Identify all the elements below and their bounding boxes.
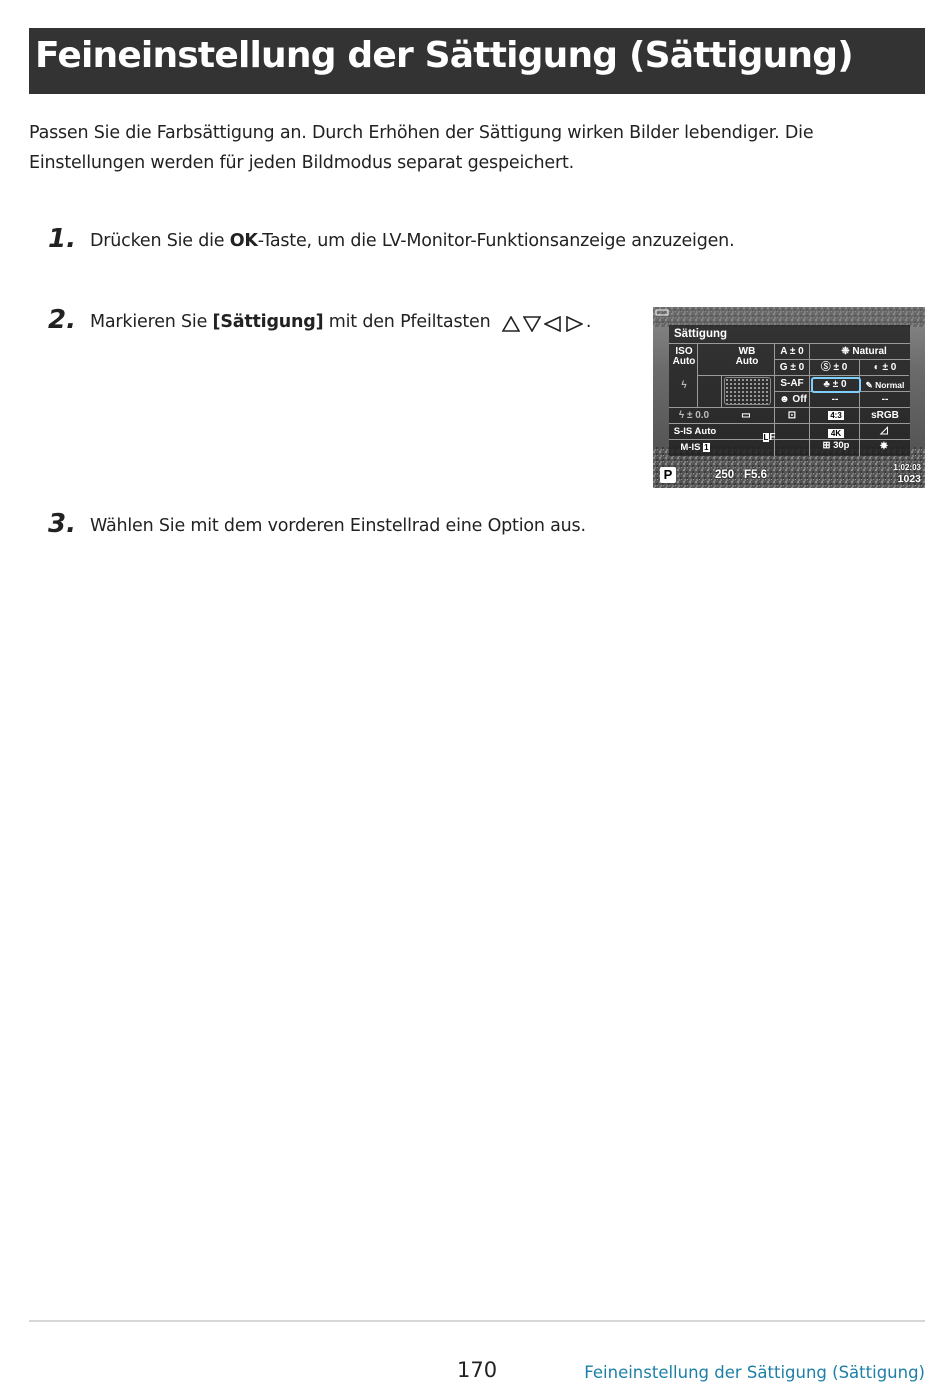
quality-large-icon: L	[763, 433, 769, 442]
stabilizer-movie	[671, 443, 719, 453]
face-priority	[777, 395, 809, 405]
saturation-icon: ♣	[823, 379, 830, 390]
movie-fps-value: 30p	[833, 440, 850, 451]
shooting-mode: P	[660, 467, 676, 483]
image-quality	[749, 433, 789, 443]
step-number: 3.	[48, 509, 76, 539]
step-number: 2.	[48, 305, 76, 335]
quality-value: F	[769, 432, 776, 443]
color-space: sRGB	[871, 410, 899, 421]
wb-g-value: G ± 0	[779, 362, 805, 373]
recording-time: 1:02:03	[893, 463, 921, 472]
up-arrow-icon	[502, 316, 520, 332]
picture-mode-icon: ❉	[841, 346, 850, 357]
movie-framerate	[816, 441, 856, 451]
page-number: 170	[457, 1358, 498, 1382]
title-bar	[29, 28, 925, 94]
step-text-pre: Drücken Sie die	[90, 231, 230, 251]
sharpness-value: ± 0	[833, 362, 848, 373]
step-text	[90, 231, 734, 251]
saturation-menu-label: [Sättigung]	[212, 312, 324, 332]
step-text-post: -Taste, um die LV-Monitor-Funktionsanzeige anzuzeigen.	[257, 231, 735, 251]
dash-value-1: --	[831, 394, 839, 405]
drive-single-icon: ▭	[741, 410, 751, 421]
step-text	[90, 312, 591, 334]
aspect-ratio	[820, 411, 852, 421]
saturation	[812, 380, 858, 390]
movie-icon: ⊞	[822, 440, 831, 451]
ok-key-label: OK	[229, 231, 258, 251]
step-number: 1.	[48, 224, 76, 254]
settings-gear-icon: ✸	[879, 441, 889, 452]
contrast-value: ± 0	[882, 362, 897, 373]
step-text-post: mit den Pfeiltasten	[323, 312, 496, 332]
af-area-grid-icon	[724, 377, 771, 405]
function-panel	[669, 325, 910, 456]
aspect-value: 4:3	[830, 411, 842, 420]
gradation-icon: ✎	[865, 380, 873, 390]
aperture: F5.6	[744, 469, 768, 481]
step-text: Wählen Sie mit dem vorderen Einstellrad eine Option aus.	[90, 516, 586, 536]
flash-comp-value: ± 0.0	[686, 410, 710, 421]
dash-value-2: --	[881, 394, 889, 405]
metering-icon: ⊡	[787, 410, 797, 421]
movie-4k-value: 4K	[828, 429, 844, 438]
gradation	[863, 380, 907, 390]
iso-label: ISO	[675, 346, 693, 357]
footer-section-link[interactable]: Feineinstellung der Sättigung (Sättigung)	[584, 1363, 925, 1382]
down-arrow-icon	[523, 316, 541, 332]
wb-value: Auto	[735, 356, 759, 367]
right-arrow-icon	[565, 316, 583, 332]
wb-a-value: A ± 0	[780, 346, 804, 357]
contrast-icon: ◐	[873, 362, 880, 373]
sharpness-icon: Ⓢ	[820, 362, 831, 373]
shots-remaining: 1023	[897, 473, 921, 485]
mis-number: 1	[704, 443, 709, 452]
arrow-keys	[502, 314, 586, 334]
shutter-speed: 250	[715, 469, 735, 481]
iso-value: Auto	[672, 356, 696, 367]
mis-value: M-IS	[680, 442, 701, 453]
saturation-value: ± 0	[832, 379, 847, 390]
flash-compensation	[671, 411, 717, 421]
picture-mode	[829, 347, 899, 357]
af-mode: S-AF	[780, 378, 804, 389]
flash-icon: ϟ	[681, 380, 687, 391]
intro-line-2: Einstellungen werden für jeden Bildmodus separat gespeichert.	[29, 153, 575, 173]
wb-label: WB	[738, 346, 756, 357]
face-icon: ☻	[779, 394, 790, 405]
footer-divider	[29, 1320, 925, 1322]
step-text-end: .	[585, 312, 592, 332]
left-arrow-icon	[544, 316, 562, 332]
intro-paragraph	[29, 118, 909, 178]
gradation-value: Normal	[875, 380, 905, 390]
face-value: Off	[792, 394, 807, 405]
stabilizer-still: S-IS Auto	[673, 426, 717, 437]
page-title: Feineinstellung der Sättigung (Sättigung)	[35, 35, 853, 76]
step-text-pre: Markieren Sie	[90, 312, 213, 332]
picture-mode-value: Natural	[852, 346, 887, 357]
contrast	[863, 363, 907, 373]
panel-title: Sättigung	[674, 328, 728, 340]
exposure-icon: ◿	[880, 425, 888, 436]
intro-line-1: Passen Sie die Farbsättigung an. Durch Erhöhen der Sättigung wirken Bilder lebendiger. Die	[29, 123, 814, 143]
flash-comp-icon: ϟ	[678, 410, 685, 421]
camera-lv-screen	[653, 307, 925, 488]
movie-resolution	[820, 429, 852, 439]
sharpness	[812, 363, 856, 373]
